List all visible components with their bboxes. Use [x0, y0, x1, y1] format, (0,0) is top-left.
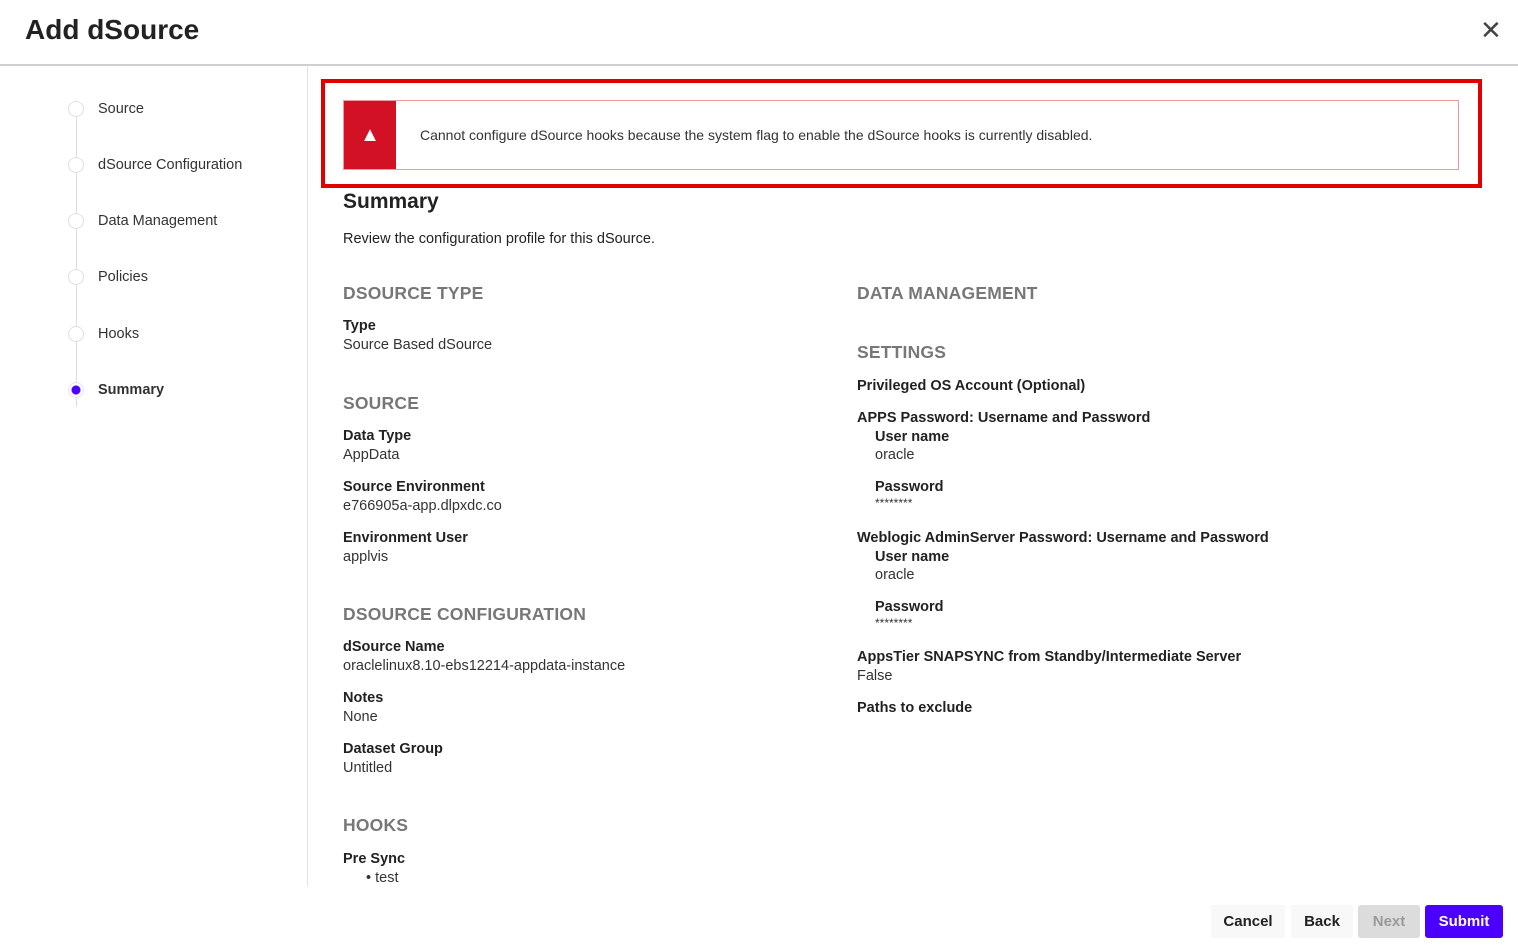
apps-pw-value: ********: [875, 496, 913, 510]
step-summary[interactable]: [68, 382, 164, 398]
wl-user-label: User name: [875, 549, 950, 565]
apps-pw-label: Password: [875, 479, 944, 495]
snapsync-value: False: [857, 668, 893, 684]
env-user-label: Environment User: [343, 530, 468, 546]
data-type-value: AppData: [343, 447, 400, 463]
priv-os-label: Privileged OS Account (Optional): [857, 378, 1086, 394]
type-value: Source Based dSource: [343, 337, 493, 353]
next-button[interactable]: Next: [1358, 905, 1420, 938]
wizard-steps: [0, 67, 308, 887]
summary-title: Summary: [343, 190, 439, 213]
wl-user-value: oracle: [875, 567, 915, 583]
step-label: Policies: [98, 269, 148, 285]
step-source[interactable]: [68, 101, 144, 117]
step-label: Source: [98, 101, 144, 117]
env-user-value: applvis: [343, 549, 389, 565]
back-button[interactable]: Back: [1291, 905, 1353, 938]
summary-subtitle: Review the configuration profile for this dSource.: [343, 231, 655, 247]
weblogic-password-label: Weblogic AdminServer Password: Username and Password: [857, 530, 1269, 546]
presync-label: Pre Sync: [343, 851, 406, 867]
step-label: dSource Configuration: [98, 157, 243, 173]
step-label: Data Management: [98, 213, 218, 229]
dsource-name-label: dSource Name: [343, 639, 445, 655]
step-data-management[interactable]: [68, 213, 217, 229]
step-dot-icon: [68, 101, 84, 117]
data-type-label: Data Type: [343, 428, 412, 444]
step-hooks[interactable]: [68, 326, 139, 342]
section-hooks: HOOKS: [343, 815, 409, 835]
apps-password-label: APPS Password: Username and Password: [857, 410, 1151, 426]
step-dot-icon: [68, 326, 84, 342]
section-data-management: DATA MANAGEMENT: [857, 283, 1038, 303]
warning-icon: ▲: [344, 101, 396, 169]
step-policies[interactable]: [68, 269, 148, 285]
step-dot-icon: [68, 213, 84, 229]
apps-user-value: oracle: [875, 447, 915, 463]
step-dsource-configuration[interactable]: [68, 157, 242, 173]
dataset-group-value: Untitled: [343, 760, 393, 776]
section-source: SOURCE: [343, 393, 420, 413]
step-dot-icon: [68, 157, 84, 173]
source-env-label: Source Environment: [343, 479, 485, 495]
wl-pw-label: Password: [875, 599, 944, 615]
close-icon[interactable]: ✕: [1480, 15, 1502, 45]
step-dot-icon: [68, 269, 84, 285]
dsource-name-value: oraclelinux8.10-ebs12214-appdata-instance: [343, 658, 626, 674]
step-dot-active-icon: [68, 382, 84, 398]
source-env-value: e766905a-app.dlpxdc.co: [343, 498, 502, 514]
notes-label: Notes: [343, 690, 384, 706]
cancel-button[interactable]: Cancel: [1211, 905, 1285, 938]
submit-button[interactable]: Submit: [1425, 905, 1503, 938]
wl-pw-value: ********: [875, 616, 913, 630]
presync-item-text: test: [375, 870, 399, 886]
apps-user-label: User name: [875, 429, 950, 445]
alert-message: Cannot configure dSource hooks because the system flag to enable the dSource hooks is currently disabled.: [420, 127, 1093, 143]
dialog-title: Add dSource: [25, 14, 200, 45]
section-dsource-type: DSOURCE TYPE: [343, 283, 484, 303]
step-label: Hooks: [98, 326, 140, 342]
paths-exclude-label: Paths to exclude: [857, 700, 973, 716]
dialog-header: [0, 0, 1518, 66]
section-dsource-config: DSOURCE CONFIGURATION: [343, 604, 587, 624]
snapsync-label: AppsTier SNAPSYNC from Standby/Intermediate Server: [857, 649, 1242, 665]
presync-item: • test: [366, 870, 399, 886]
type-label: Type: [343, 318, 376, 334]
notes-value: None: [343, 709, 378, 725]
section-settings: SETTINGS: [857, 342, 947, 362]
step-label: Summary: [98, 382, 165, 398]
dataset-group-label: Dataset Group: [343, 741, 443, 757]
error-alert: [343, 100, 1459, 170]
